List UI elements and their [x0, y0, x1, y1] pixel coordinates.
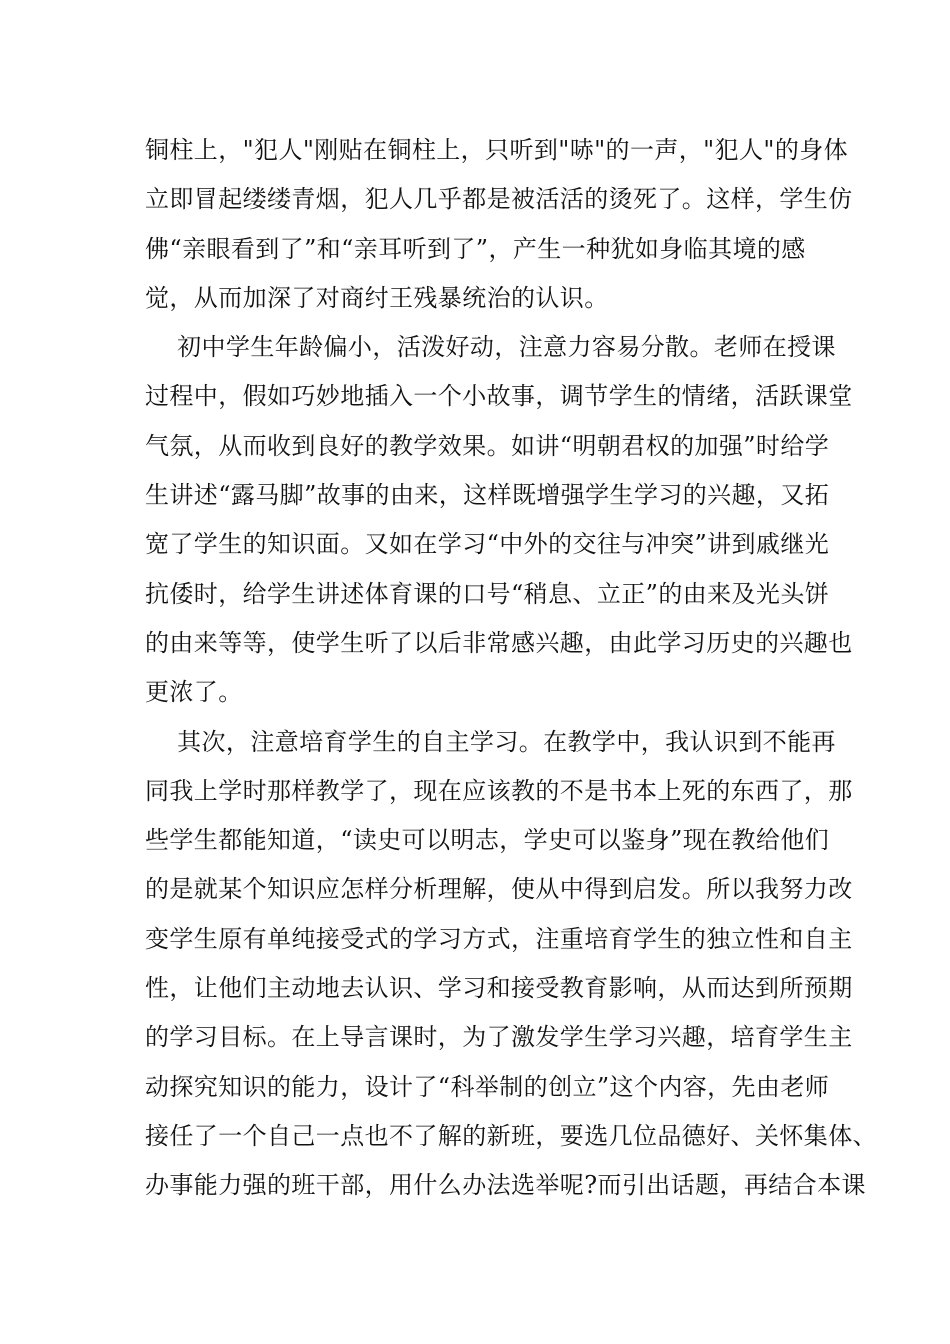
text-line: 动探究知识的能力，设计了“科举制的创立”这个内容，先由老师: [145, 1072, 830, 1101]
text-line: 觉，从而加深了对商纣王残暴统治的认识。: [145, 283, 609, 312]
text-line: 变学生原有单纯接受式的学习方式，注重培育学生的独立性和自主: [145, 924, 853, 953]
body-text: [145, 126, 877, 1211]
paragraph-start-line: 其次，注意培育学生的自主学习。在教学中，我认识到不能再: [145, 727, 836, 756]
text-line: 更浓了。: [145, 678, 243, 707]
text-line: 气氛，从而收到良好的教学效果。如讲“明朝君权的加强”时给学: [145, 431, 830, 460]
text-line: 的是就某个知识应怎样分析理解，使从中得到启发。所以我努力改: [145, 875, 853, 904]
paragraph-start-line: 初中学生年龄偏小，活泼好动，注意力容易分散。老师在授课: [145, 333, 836, 362]
text-line: 立即冒起缕缕青烟，犯人几乎都是被活活的烫死了。这样，学生仿: [145, 185, 853, 214]
text-line: 性，让他们主动地去认识、学习和接受教育影响，从而达到所预期: [145, 974, 853, 1003]
text-line: 接任了一个自己一点也不了解的新班，要选几位品德好、关怀集体、: [145, 1121, 877, 1150]
text-line: 抗倭时，给学生讲述体育课的口号“稍息、立正”的由来及光头饼: [145, 579, 830, 608]
text-line: 生讲述“露马脚”故事的由来，这样既增强学生学习的兴趣，又拓: [145, 481, 830, 510]
text-line: 佛“亲眼看到了”和“亲耳听到了”，产生一种犹如身临其境的感: [145, 234, 806, 263]
text-line: 些学生都能知道，“读史可以明志，学史可以鉴身”现在教给他们: [145, 826, 830, 855]
text-line: 过程中，假如巧妙地插入一个小故事，调节学生的情绪，活跃课堂: [145, 382, 853, 411]
text-line: 办事能力强的班干部，用什么办法选举呢?而引出话题，再结合本课: [145, 1171, 866, 1200]
text-line: 同我上学时那样教学了，现在应该教的不是书本上死的东西了，那: [145, 776, 853, 805]
text-line: 的由来等等，使学生听了以后非常感兴趣，由此学习历史的兴趣也: [145, 628, 853, 657]
text-line: 铜柱上，"犯人"刚贴在铜柱上，只听到"哧"的一声，"犯人"的身体: [145, 136, 849, 164]
text-line: 宽了学生的知识面。又如在学习“中外的交往与冲突”讲到戚继光: [145, 530, 830, 559]
text-line: 的学习目标。在上导言课时，为了激发学生学习兴趣，培育学生主: [145, 1023, 853, 1052]
